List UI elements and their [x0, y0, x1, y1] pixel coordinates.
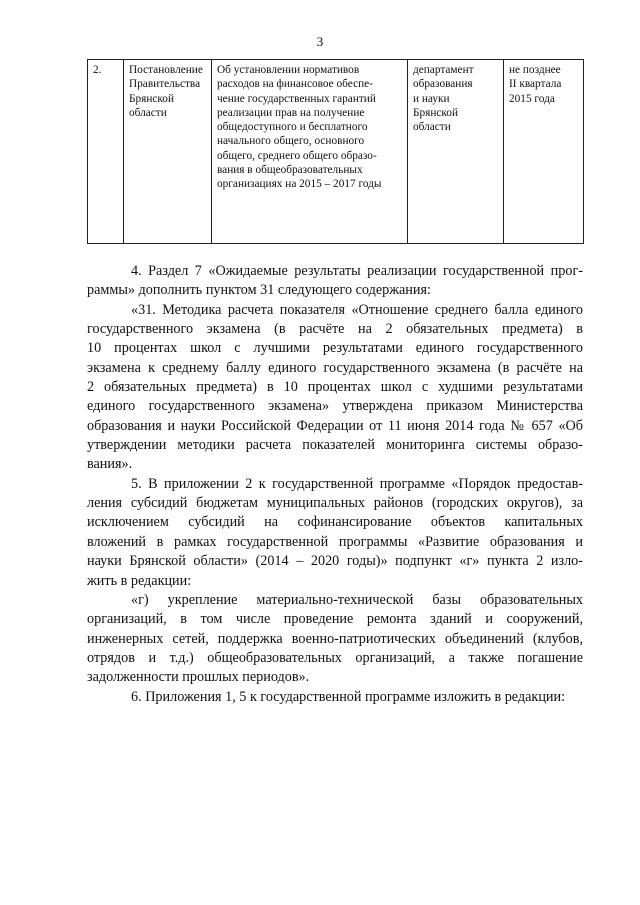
- cell-line: начального общего, основного: [217, 135, 365, 148]
- text-line: организаций, в том числе проведение ремонта зданий и сооружений,: [87, 611, 583, 628]
- cell-line: области: [413, 121, 451, 134]
- text-line: раммы» дополнить пунктом 31 следующего содержания:: [87, 282, 431, 299]
- text-line: вания».: [87, 456, 133, 473]
- cell-line: Правительства: [129, 78, 201, 91]
- text-line: 5. В приложении 2 к государственной программе «Порядок предостав-: [131, 475, 583, 492]
- text-line: инженерных сетей, поддержка военно-патриотических объединений (клубов,: [87, 630, 583, 647]
- cell-line: Об установлении нормативов: [217, 64, 360, 76]
- cell-line: образования: [413, 78, 473, 91]
- text-line: отрядов и т.д.) общеобразовательных организаций, а также погашение: [87, 649, 583, 666]
- cell-line: Брянской: [129, 92, 174, 105]
- text-line: исключением субсидий на софинансирование объектов капитальных: [87, 514, 583, 531]
- cell-line: 2015 года: [509, 92, 555, 105]
- text-line: вложений в рамках государственной программы «Развитие образования и: [87, 533, 583, 550]
- text-line: единого государственного экзамена» утверждена приказом Министерства: [87, 398, 583, 415]
- cell-line: Брянской: [413, 106, 458, 119]
- text-line: «г) укрепление материально-технической базы образовательных: [131, 591, 583, 608]
- cell-line: чение государственных гарантий: [217, 92, 376, 105]
- cell-line: расходов на финансовое обеспе-: [217, 78, 373, 91]
- cell-line: реализации прав на получение: [217, 106, 365, 119]
- text-line: экзамена к среднему баллу единого государственного экзамена (в расчёте на: [87, 359, 583, 376]
- paragraph-6: [87, 688, 583, 707]
- text-line: 4. Раздел 7 «Ожидаемые результаты реализации государственной прог-: [131, 263, 583, 279]
- cell-line: Постановление: [129, 64, 203, 76]
- deadline-cell: [504, 60, 584, 244]
- text-line: 2 обязательных предмета) в 10 процентах школ с худшими результатами: [87, 379, 583, 396]
- paragraph-5: [87, 475, 583, 591]
- doc-type-cell: [124, 60, 212, 244]
- page-number: 3: [316, 34, 324, 49]
- paragraph-4: [87, 262, 583, 301]
- paragraph-4-quote: [87, 301, 583, 475]
- row-number: 2.: [93, 64, 102, 76]
- cell-line: области: [129, 106, 167, 119]
- text-line: науки Брянской области» (2014 – 2020 годы)» подпункт «г» пункта 2 изло-: [87, 553, 583, 570]
- table-row: [88, 60, 584, 244]
- doc-title-cell: [212, 60, 408, 244]
- cell-line: и науки: [413, 92, 450, 105]
- text-line: 6. Приложения 1, 5 к государственной программе изложить в редакции:: [131, 688, 566, 705]
- cell-line: общего, среднего общего образо-: [217, 149, 377, 162]
- cell-line: не позднее: [509, 64, 561, 76]
- text-line: жить в редакции:: [87, 572, 192, 589]
- text-line: утверждении методики расчета показателей мониторинга системы образо-: [87, 437, 583, 454]
- text-line: ления субсидий бюджетам муниципальных районов (городских округов), за: [87, 495, 583, 512]
- text-line: государственного экзамена (в расчёте на 2 обязательных предмета) в: [87, 321, 583, 338]
- cell-line: вания в общеобразовательных: [217, 164, 363, 177]
- document-body: [87, 262, 583, 707]
- executor-cell: [408, 60, 504, 244]
- text-line: «31. Методика расчета показателя «Отношение среднего балла единого: [131, 301, 583, 318]
- cell-line: департамент: [413, 64, 474, 76]
- text-line: задолженности прошлых периодов».: [87, 669, 310, 686]
- paragraph-5-quote: [87, 591, 583, 688]
- row-number-cell: [88, 60, 124, 244]
- cell-line: организациях на 2015 – 2017 годы: [217, 178, 382, 191]
- document-table: [87, 59, 584, 244]
- cell-line: II квартала: [509, 78, 562, 91]
- text-line: 10 процентах школ с лучшими результатами единого государственного: [87, 340, 583, 357]
- text-line: образования и науки Российской Федерации от 11 июня 2014 года № 657 «Об: [87, 417, 583, 434]
- cell-line: общедоступного и бесплатного: [217, 121, 368, 134]
